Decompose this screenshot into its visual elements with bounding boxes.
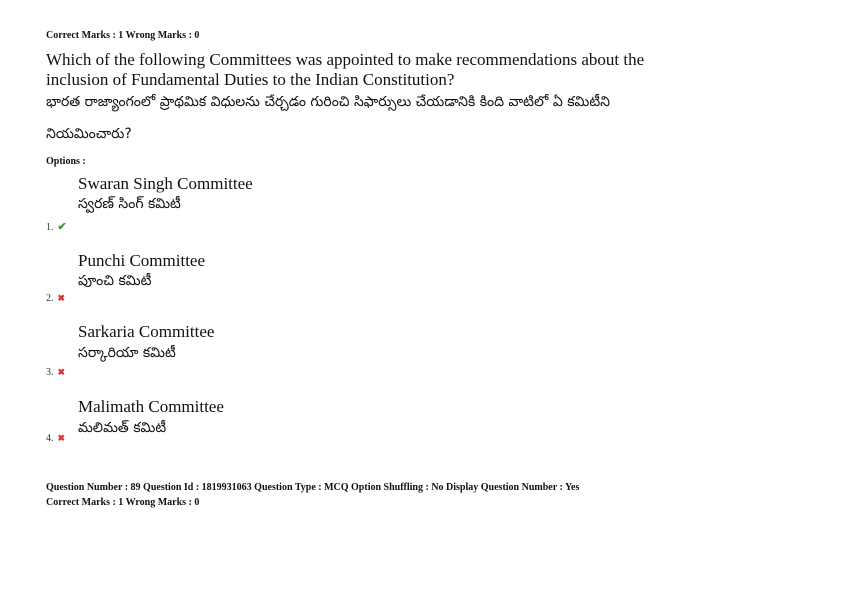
option-4-telugu: మలిమత్ కమిటీ bbox=[78, 420, 167, 436]
option-2-english: Punchi Committee bbox=[78, 251, 206, 270]
option-1-number-group bbox=[46, 217, 67, 235]
option-1-telugu: స్వరణ్ సింగ్ కమిటీ bbox=[78, 196, 181, 212]
option-1-number: 1. bbox=[46, 222, 54, 233]
option-3-number-group bbox=[46, 362, 65, 380]
marks-header: Correct Marks : 1 Wrong Marks : 0 bbox=[46, 30, 200, 41]
option-2-number: 2. bbox=[46, 293, 54, 304]
cross-icon: ✖ bbox=[57, 293, 66, 303]
question-english-line1: Which of the following Committees was appointed to make recommendations about the bbox=[46, 50, 645, 69]
question-info: Question Number : 89 Question Id : 1819931063 Question Type : MCQ Option Shuffling : No Display Question Number : Yes bbox=[46, 482, 580, 493]
option-3-telugu: సర్కారియా కమిటీ bbox=[78, 345, 176, 361]
cross-icon: ✖ bbox=[57, 367, 66, 377]
option-2-telugu: పూంచి కమిటీ bbox=[78, 273, 152, 289]
question-english-line2: inclusion of Fundamental Duties to the Indian Constitution? bbox=[46, 70, 455, 89]
option-4-number-group bbox=[46, 428, 65, 446]
check-icon: ✔ bbox=[57, 221, 67, 233]
option-2-number-group bbox=[46, 288, 65, 306]
option-1-english: Swaran Singh Committee bbox=[78, 174, 253, 193]
footer-marks: Correct Marks : 1 Wrong Marks : 0 bbox=[46, 497, 200, 508]
question-telugu-line1: భారత రాజ్యాంగంలో ప్రాథమిక విధులను చేర్చడం గురించి సిఫార్సులు చేయడానికి కింది వాటిలో ఏ కమిటీని bbox=[46, 94, 610, 110]
cross-icon: ✖ bbox=[57, 433, 66, 443]
option-4-number: 4. bbox=[46, 433, 54, 444]
question-telugu-line2: నియమించారు? bbox=[46, 126, 132, 142]
options-label: Options : bbox=[46, 156, 86, 167]
option-3-english: Sarkaria Committee bbox=[78, 322, 215, 341]
option-4-english: Malimath Committee bbox=[78, 397, 224, 416]
option-3-number: 3. bbox=[46, 367, 54, 378]
